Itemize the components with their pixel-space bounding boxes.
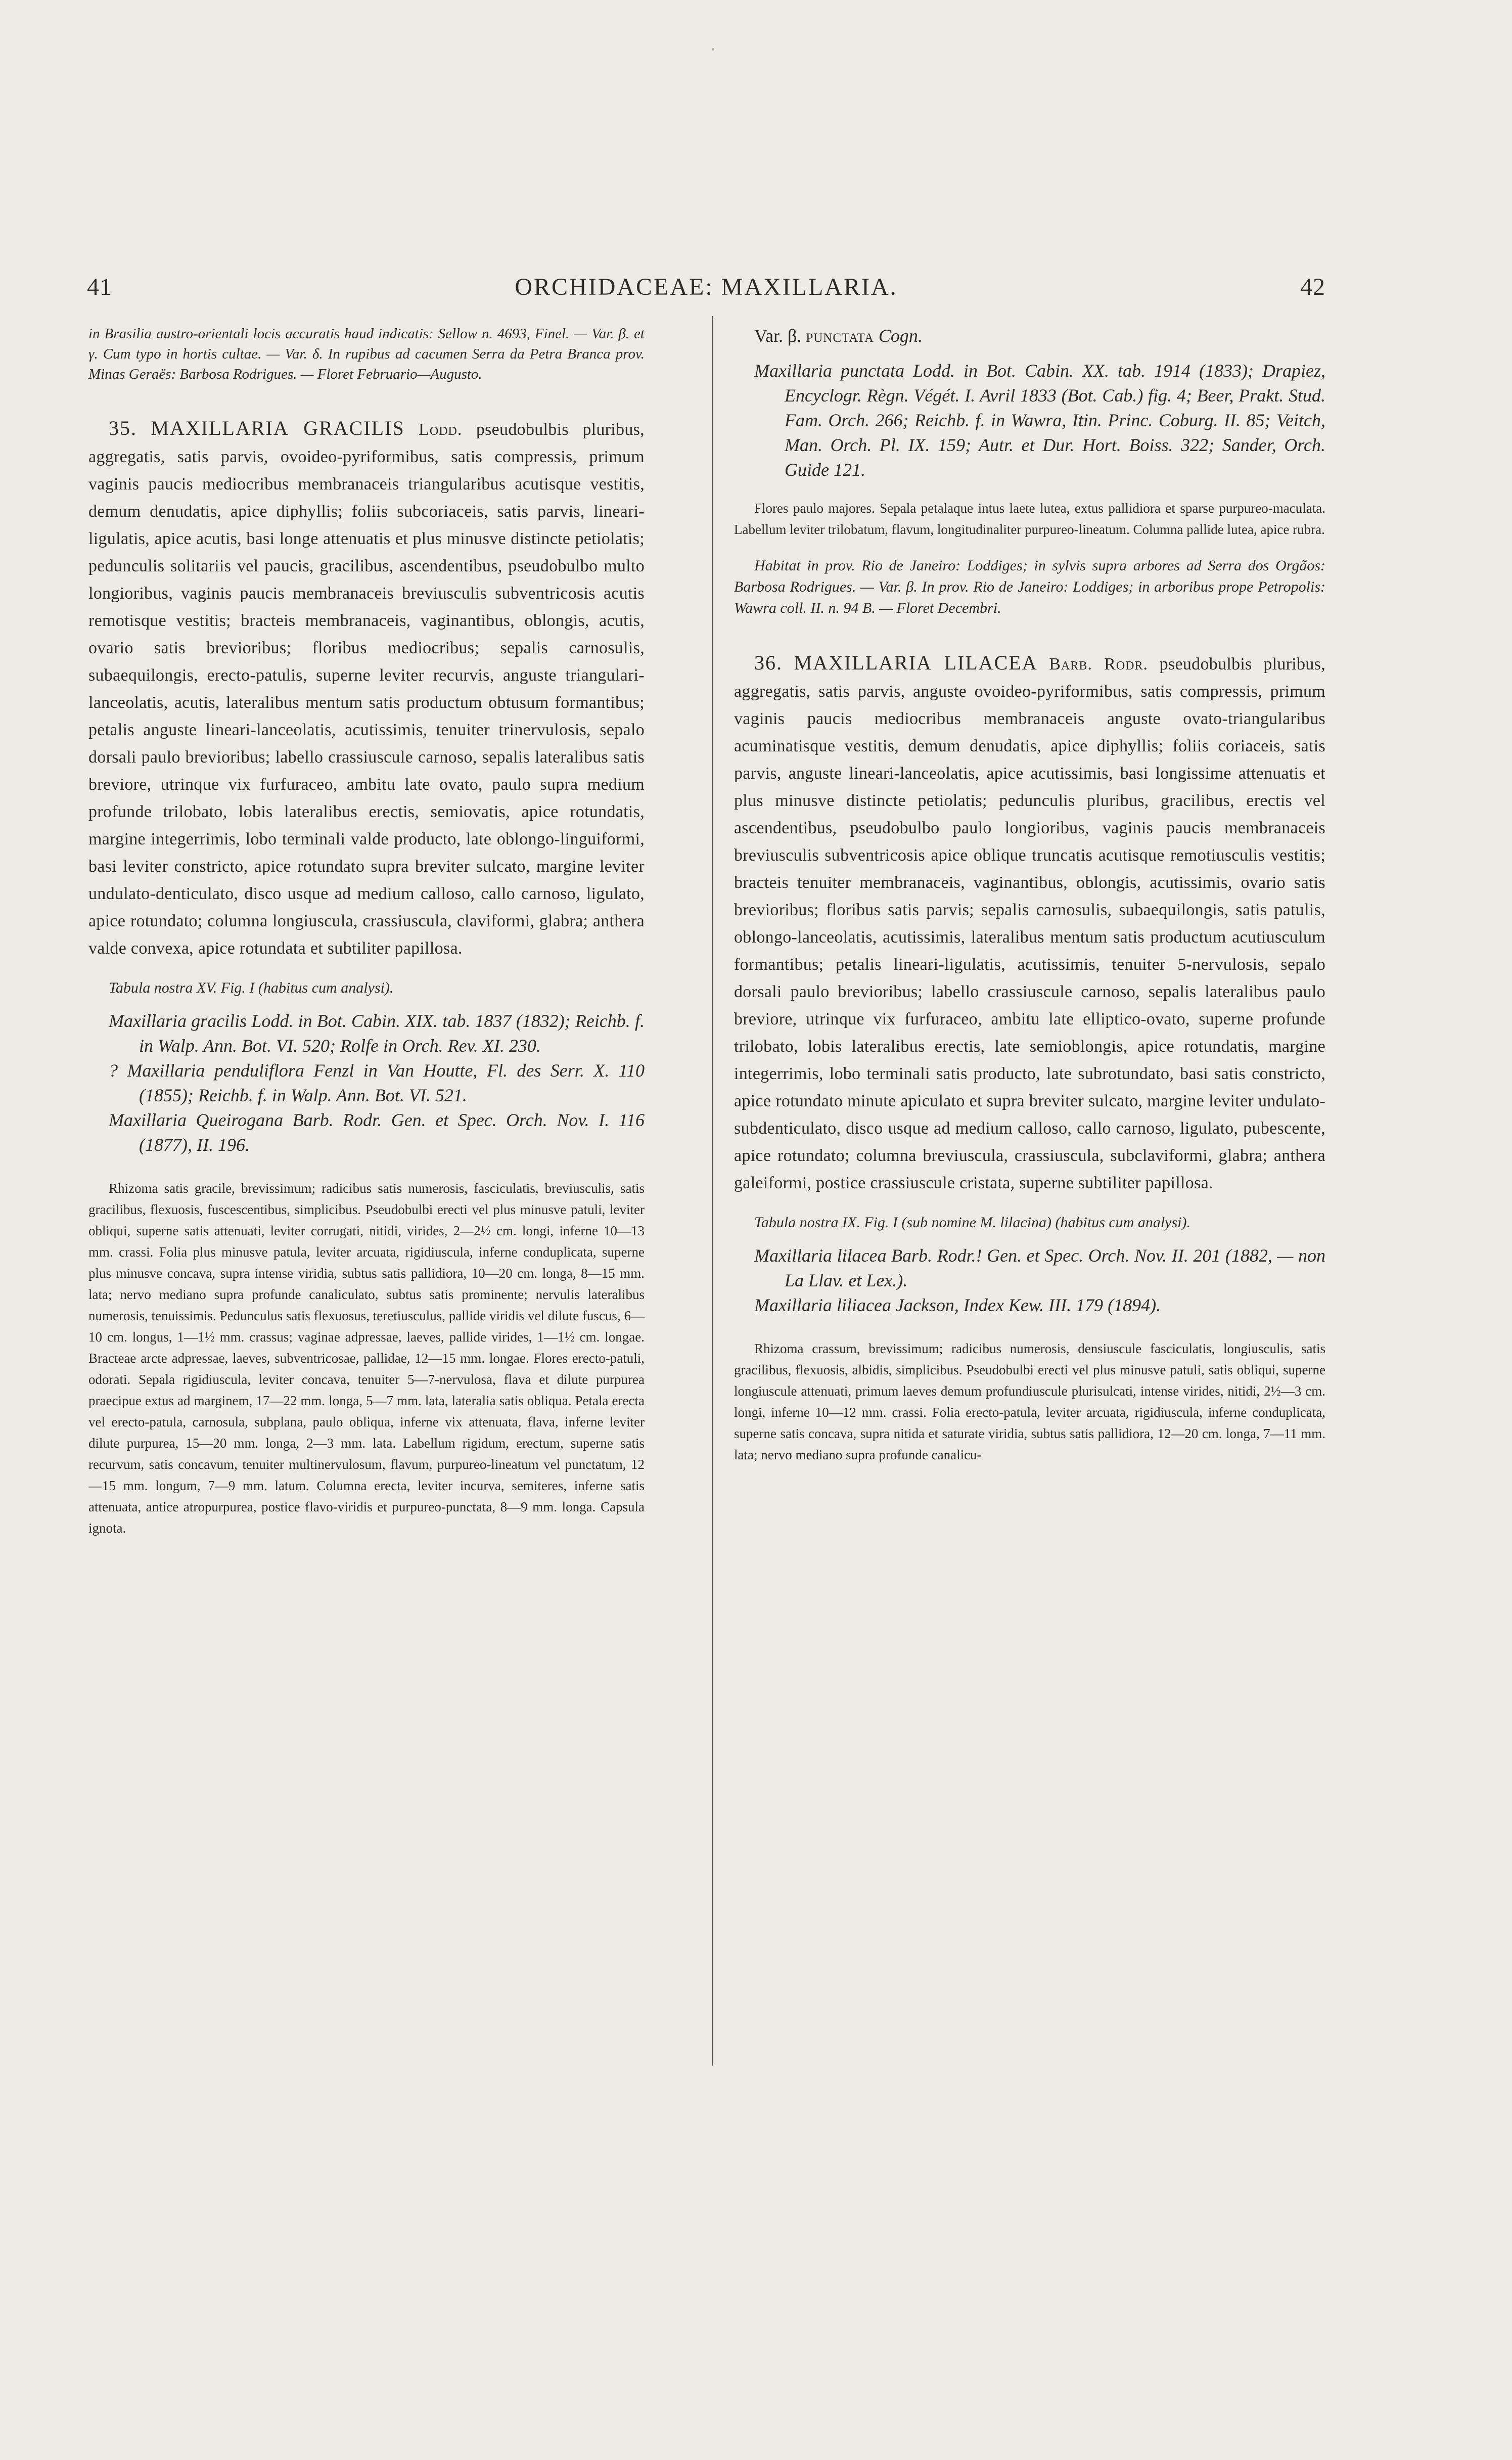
- right-column: [734, 324, 1325, 1465]
- morphology-notes: Rhizoma crassum, brevissimum; radicibus numerosis, densiuscule fasciculatis, longiusculis, satis gracilibus, flexuosis, albidis, simplicibus. Pseudobulbi erecti vel plus minusve patuli, satis obliqui, superne longiuscule attenuati, primum laeves demum profundiuscule plurisulcati, intense virides, nitidi, 2½—3 cm. longi, inferne 10—12 mm. crassi. Folia erecto-patula, leviter arcuata, rigidiuscula, inferne conduplicata, superne satis concava, supra nitida et saturate viridia, subtus satis pallidiora, 12—20 cm. longa, 7—11 mm. lata; nervo mediano supra profunde canalicu-: [734, 1341, 1325, 1462]
- variety-label: Var. β.: [754, 326, 802, 346]
- species-number: 35.: [109, 417, 137, 439]
- page-number-left: 41: [87, 274, 112, 300]
- species-name: MAXILLARIA GRACILIS: [151, 417, 405, 439]
- synonym-entry: Maxillaria gracilis Lodd. in Bot. Cabin. XIX. tab. 1837 (1832); Reichb. f. in Walp. Ann. Bot. VI. 520; Rolfe in Orch. Rev. XI. 230.: [109, 1011, 645, 1056]
- synonym-entry: Maxillaria liliacea Jackson, Index Kew. III. 179 (1894).: [754, 1295, 1161, 1315]
- species-name: MAXILLARIA LILACEA: [794, 651, 1038, 674]
- species-author: Lodd.: [419, 420, 463, 439]
- variety-synonyms: Maxillaria punctata Lodd. in Bot. Cabin. XX. tab. 1914 (1833); Drapiez, Encyclogr. Règn. Végét. I. Avril 1833 (Bot. Cab.) fig. 4; Beer, Prakt. Stud. Fam. Orch. 266; Reichb. f. in Wawra, Itin. Princ. Coburg. II. 85; Veitch, Man. Orch. Pl. IX. 159; Autr. et Dur. Hort. Boiss. 322; Sander, Orch. Guide 121.: [754, 361, 1325, 480]
- left-column: [88, 324, 645, 1539]
- variety-notes: Flores paulo majores. Sepala petalaque intus laete lutea, extus pallidiora et sparse purpureo-maculata. Labellum leviter trilobatum, flavum, longitudinaliter purpureo-lineatum. Columna pallide lutea, apice rubra.: [734, 501, 1325, 537]
- synonym-entry: Maxillaria lilacea Barb. Rodr.! Gen. et Spec. Orch. Nov. II. 201 (1882, — non La Llav. et Lex.).: [754, 1245, 1325, 1290]
- synonym-entry: Maxillaria Queirogana Barb. Rodr. Gen. et Spec. Orch. Nov. I. 116 (1877), II. 196.: [109, 1110, 645, 1155]
- species-number: 36.: [754, 651, 783, 674]
- species-description: pseudobulbis pluribus, aggregatis, satis parvis, ovoideo-pyriformibus, satis compressis, primum vaginis paucis mediocribus membranaceis triangularibus acutisque vestitis, demum denudatis, apice diphyllis; foliis subcoriaceis, satis parvis, lineari-ligulatis, apice acutis, basi longe attenuatis et plus minusve distincte petiolatis; pedunculis solitariis vel paucis, gracilibus, ascendentibus, pseudobulbo multo longioribus, vaginis paucis membranaceis breviusculis subventricosis acutis remotisque vestitis; bracteis membranaceis, vaginantibus, oblongis, acutis, ovario satis brevioribus; floribus mediocribus; sepalis carnosulis, subaequilongis, erecto-patulis, superne leviter recurvis, anguste triangulari-lanceolatis, acutis, lateralibus mentum satis productum obtusum formantibus; petalis anguste lineari-lanceolatis, acutissimis, tenuiter trinervulosis, sepalo dorsali paulo brevioribus; labello crassiuscule carnoso, sepalis lateralibus satis breviore, utrinque vix furfuraceo, ambitu late ovato, paulo supra medium profunde trilobato, lobis lateralibus erectis, semiovatis, apice rotundatis, margine integerrimis, lobo terminali valde producto, late oblongo-linguiformi, basi leviter constricto, apice rotundato supra breviter sulcato, margine leviter undulato-denticulato, disco usque ad medium calloso, callo carnoso, ligulato, apice rotundato; columna longiuscula, crassiuscula, claviformi, glabra; anthera valde convexa, apice rotundata et subtiliter papillosa.: [88, 420, 645, 958]
- tabula-reference: Tabula nostra IX. Fig. I (sub nomine M. lilacina) (habitus cum analysi).: [754, 1214, 1190, 1231]
- species-author: Barb. Rodr.: [1049, 655, 1149, 674]
- species-36-description-block: [734, 649, 1325, 1197]
- synonym-entry: ? Maxillaria penduliflora Fenzl in Van Houtte, Fl. des Serr. X. 110 (1855); Reichb. f. in Walp. Ann. Bot. VI. 521.: [109, 1060, 645, 1105]
- page-mark: [712, 48, 714, 51]
- running-header: [87, 272, 1325, 302]
- morphology-notes: Rhizoma satis gracile, brevissimum; radicibus satis numerosis, fasciculatis, breviusculis, satis gracilibus, flexuosis, fuscescentibus, simplicibus. Pseudobulbi erecti vel plus minusve patuli, leviter obliqui, superne satis attenuati, leviter corrugati, nitidi, virides, 2—2½ cm. longi, inferne 10—13 mm. crassi. Folia plus minusve patula, leviter arcuata, rigidiuscula, inferne conduplicata, superne plus minusve concava, supra intense viridia, subtus satis pallidiora, 10—20 cm. longa, 8—15 mm. lata; nervo mediano supra profunde canaliculato, subtus satis prominente; nervulis lateralibus numerosis, tenuissimis. Pedunculus satis flexuosus, teretiusculus, pallide viridis vel dilute fuscus, 6—10 cm. longus, 1—1½ mm. crassus; vaginae adpressae, laeves, pallide virides, 1—1½ cm. longae. Bracteae arcte adpressae, laeves, subventricosae, pallidae, 12—15 mm. longae. Flores erecto-patuli, odorati. Sepala rigidiuscula, leviter concava, tenuiter 5—7-nervulosa, flava et dilute purpurea praecipue extus ad marginem, 17—22 mm. longa, 5—7 mm. lata, lateralia satis obliqua. Petala erecta vel erecto-patula, carnosula, subplana, paulo obliqua, inferne vix attenuata, flava, inferne leviter dilute purpurea, 15—20 mm. longa, 2—3 mm. lata. Labellum rigidum, erectum, superne satis recurvum, satis concavum, tenuiter multinervulosum, flavum, purpureo-lineatum vel punctatum, 12—15 mm. longum, 7—9 mm. latum. Columna erecta, leviter incurva, semiteres, inferne satis attenuata, antice atropurpurea, postice flavo-viridis et purpureo-punctata, 8—9 mm. longa. Capsula ignota.: [88, 1181, 645, 1536]
- variety-heading: [734, 324, 1325, 348]
- column-divider: [712, 316, 713, 2066]
- species-description: pseudobulbis pluribus, aggregatis, satis parvis, anguste ovoideo-pyriformibus, satis compressis, primum vaginis paucis mediocribus membranaceis anguste ovato-triangularibus acuminatisque vestitis, demum denudatis, apice diphyllis; foliis coriaceis, satis parvis, anguste lineari-lanceolatis, apice acutissimis, basi longissime attenuatis et plus minusve distincte petiolatis; pedunculis pluribus, gracilibus, erectis vel ascendentibus, pseudobulbo paulo longioribus, vaginis paucis membranaceis breviusculis subventricosis apice oblique truncatis acutisque remotiusculis vestitis; bracteis tenuiter membranaceis, vaginantibus, oblongis, acutissimis, ovario satis brevioribus; floribus satis parvis; sepalis carnosulis, subaequilongis, satis patulis, oblongo-lanceolatis, acutissimis, lateralibus mentum satis productum acutiusculum formantibus; petalis lineari-ligulatis, acutissimis, tenuiter 5-nervulosis, sepalo dorsali paulo brevioribus; labello crassiuscule carnoso, sepalis lateralibus paulo breviore, utrinque vix furfuraceo, ambitu late elliptico-ovato, superne profunde trilobato, lobis lateralibus erectis, late semioblongis, apice rotundatis, margine integerrimis, lobo terminali satis producto, late subrotundato, basi satis constricto, apice rotundato minute apiculato et supra breviter sulcato, margine leviter undulato-subdenticulato, disco usque ad medium calloso, callo carnoso, ligulato, pubescente, apice rotundato; columna breviuscula, crassiuscula, subclaviformi, glabra; anthera galeiformi, postice crassiuscule cristata, superne subtiliter papillosa.: [734, 655, 1325, 1192]
- continued-habitat: in Brasilia austro-orientali locis accuratis haud indicatis: Sellow n. 4693, Finel. — Var. β. et γ. Cum typo in hortis cultae. — Var. δ. In rupibus ad cacumen Serra da Petra Branca prov. Minas Geraës: Barbosa Rodrigues. — Floret Februario—Augusto.: [88, 326, 645, 382]
- page-number-right: 42: [1300, 274, 1325, 300]
- running-title: ORCHIDACEAE: MAXILLARIA.: [515, 274, 898, 300]
- variety-name: punctata: [806, 326, 874, 346]
- variety-author: Cogn.: [878, 326, 923, 346]
- species-35-description-block: [88, 415, 645, 962]
- habitat-note: Habitat in prov. Rio de Janeiro: Loddiges; in sylvis supra arbores ad Serra dos Orgãos: Barbosa Rodrigues. — Var. β. In prov. Rio de Janeiro: Loddiges; in arboribus prope Petropolis: Wawra coll. II. n. 94 B. — Floret Decembri.: [734, 557, 1325, 616]
- tabula-reference: Tabula nostra XV. Fig. I (habitus cum analysi).: [109, 979, 394, 996]
